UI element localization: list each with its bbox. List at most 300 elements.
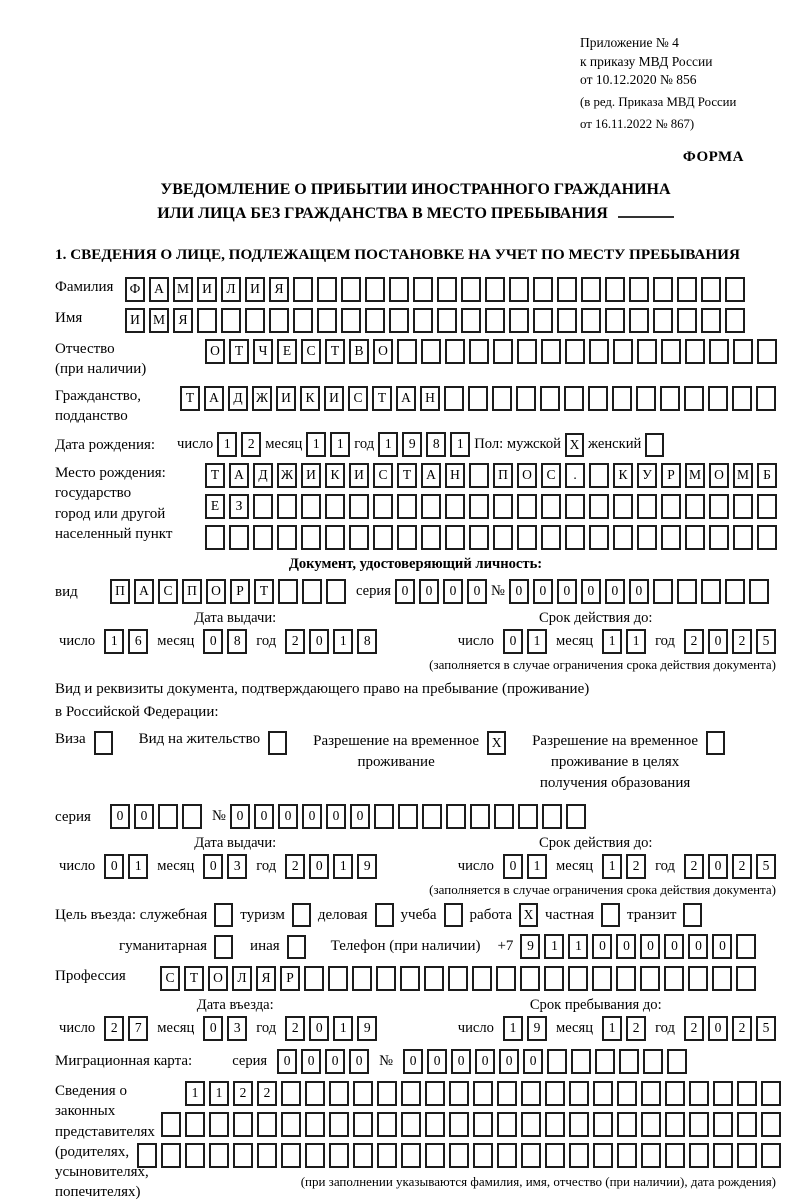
char-cell[interactable]: 0: [403, 1049, 423, 1074]
char-cell[interactable]: [494, 804, 514, 829]
char-cell[interactable]: [653, 277, 673, 302]
char-cell[interactable]: [493, 339, 513, 364]
char-cell[interactable]: [353, 1112, 373, 1137]
char-cell[interactable]: 0: [503, 629, 523, 654]
char-cell[interactable]: Т: [229, 339, 249, 364]
char-cell[interactable]: [616, 966, 636, 991]
char-cell[interactable]: [469, 463, 489, 488]
char-cell[interactable]: [341, 277, 361, 302]
char-cell[interactable]: [209, 1143, 229, 1168]
char-cell[interactable]: 8: [227, 629, 247, 654]
char-cell[interactable]: О: [517, 463, 537, 488]
char-cell[interactable]: [725, 277, 745, 302]
char-cell[interactable]: 1: [128, 854, 148, 879]
char-cell[interactable]: [293, 277, 313, 302]
char-cell[interactable]: [349, 525, 369, 550]
char-cell[interactable]: [397, 525, 417, 550]
char-cell[interactable]: [589, 525, 609, 550]
char-cell[interactable]: [605, 308, 625, 333]
char-cell[interactable]: 0: [309, 854, 329, 879]
char-cell[interactable]: Т: [205, 463, 225, 488]
char-cell[interactable]: Я: [256, 966, 276, 991]
checkbox-business[interactable]: [375, 903, 394, 927]
char-cell[interactable]: А: [421, 463, 441, 488]
char-cell[interactable]: [449, 1081, 469, 1106]
char-cell[interactable]: [301, 494, 321, 519]
char-cell[interactable]: 9: [527, 1016, 547, 1041]
char-cell[interactable]: [469, 494, 489, 519]
char-cell[interactable]: 0: [443, 579, 463, 604]
char-cell[interactable]: [617, 1112, 637, 1137]
char-cell[interactable]: [685, 494, 705, 519]
char-cell[interactable]: С: [373, 463, 393, 488]
char-cell[interactable]: [545, 1143, 565, 1168]
char-cell[interactable]: 1: [544, 934, 564, 959]
char-cell[interactable]: П: [110, 579, 130, 604]
char-cell[interactable]: [709, 339, 729, 364]
char-cell[interactable]: 0: [203, 629, 223, 654]
char-cell[interactable]: [533, 308, 553, 333]
char-cell[interactable]: К: [325, 463, 345, 488]
char-cell[interactable]: [349, 494, 369, 519]
char-cell[interactable]: И: [349, 463, 369, 488]
char-cell[interactable]: [665, 1143, 685, 1168]
char-cell[interactable]: [708, 386, 728, 411]
char-cell[interactable]: [493, 525, 513, 550]
char-cell[interactable]: [509, 308, 529, 333]
char-cell[interactable]: [437, 277, 457, 302]
char-cell[interactable]: [472, 966, 492, 991]
checkbox-work[interactable]: X: [519, 903, 538, 927]
char-cell[interactable]: 0: [592, 934, 612, 959]
char-cell[interactable]: [373, 494, 393, 519]
char-cell[interactable]: [545, 1081, 565, 1106]
char-cell[interactable]: 1: [568, 934, 588, 959]
char-cell[interactable]: [756, 386, 776, 411]
checkbox-male[interactable]: X: [565, 433, 584, 457]
char-cell[interactable]: [413, 277, 433, 302]
char-cell[interactable]: Я: [173, 308, 193, 333]
char-cell[interactable]: 2: [684, 854, 704, 879]
char-cell[interactable]: [473, 1143, 493, 1168]
char-cell[interactable]: [665, 1112, 685, 1137]
char-cell[interactable]: [400, 966, 420, 991]
char-cell[interactable]: [612, 386, 632, 411]
char-cell[interactable]: 2: [626, 854, 646, 879]
char-cell[interactable]: [588, 386, 608, 411]
char-cell[interactable]: П: [493, 463, 513, 488]
char-cell[interactable]: 0: [302, 804, 322, 829]
char-cell[interactable]: И: [125, 308, 145, 333]
char-cell[interactable]: [712, 966, 732, 991]
char-cell[interactable]: [448, 966, 468, 991]
char-cell[interactable]: З: [229, 494, 249, 519]
char-cell[interactable]: [377, 1143, 397, 1168]
char-cell[interactable]: [269, 308, 289, 333]
char-cell[interactable]: [278, 579, 298, 604]
char-cell[interactable]: 0: [708, 629, 728, 654]
char-cell[interactable]: [413, 308, 433, 333]
char-cell[interactable]: 3: [227, 854, 247, 879]
char-cell[interactable]: [445, 339, 465, 364]
char-cell[interactable]: [569, 1081, 589, 1106]
char-cell[interactable]: Т: [397, 463, 417, 488]
char-cell[interactable]: [613, 494, 633, 519]
char-cell[interactable]: [205, 525, 225, 550]
char-cell[interactable]: [469, 339, 489, 364]
char-cell[interactable]: [521, 1143, 541, 1168]
char-cell[interactable]: 0: [467, 579, 487, 604]
char-cell[interactable]: [377, 1112, 397, 1137]
char-cell[interactable]: [541, 339, 561, 364]
char-cell[interactable]: 9: [357, 1016, 377, 1041]
char-cell[interactable]: [689, 1081, 709, 1106]
char-cell[interactable]: [377, 1081, 397, 1106]
char-cell[interactable]: Б: [757, 463, 777, 488]
char-cell[interactable]: Ж: [277, 463, 297, 488]
char-cell[interactable]: [733, 525, 753, 550]
char-cell[interactable]: Е: [205, 494, 225, 519]
char-cell[interactable]: [521, 1081, 541, 1106]
char-cell[interactable]: Л: [232, 966, 252, 991]
char-cell[interactable]: [589, 339, 609, 364]
char-cell[interactable]: Р: [661, 463, 681, 488]
char-cell[interactable]: [233, 1112, 253, 1137]
char-cell[interactable]: [221, 308, 241, 333]
char-cell[interactable]: [158, 804, 178, 829]
char-cell[interactable]: 0: [451, 1049, 471, 1074]
char-cell[interactable]: [257, 1112, 277, 1137]
char-cell[interactable]: [325, 494, 345, 519]
char-cell[interactable]: [325, 525, 345, 550]
char-cell[interactable]: 2: [732, 1016, 752, 1041]
char-cell[interactable]: 0: [349, 1049, 369, 1074]
char-cell[interactable]: 0: [325, 1049, 345, 1074]
char-cell[interactable]: 0: [523, 1049, 543, 1074]
char-cell[interactable]: А: [134, 579, 154, 604]
char-cell[interactable]: [425, 1143, 445, 1168]
char-cell[interactable]: 0: [110, 804, 130, 829]
char-cell[interactable]: [733, 339, 753, 364]
char-cell[interactable]: [641, 1143, 661, 1168]
char-cell[interactable]: Е: [277, 339, 297, 364]
char-cell[interactable]: 1: [626, 629, 646, 654]
char-cell[interactable]: [557, 308, 577, 333]
char-cell[interactable]: [637, 339, 657, 364]
char-cell[interactable]: О: [709, 463, 729, 488]
char-cell[interactable]: 1: [503, 1016, 523, 1041]
char-cell[interactable]: Я: [269, 277, 289, 302]
char-cell[interactable]: [449, 1143, 469, 1168]
char-cell[interactable]: [617, 1143, 637, 1168]
char-cell[interactable]: [736, 966, 756, 991]
char-cell[interactable]: [660, 386, 680, 411]
char-cell[interactable]: 0: [309, 629, 329, 654]
char-cell[interactable]: С: [158, 579, 178, 604]
char-cell[interactable]: 0: [427, 1049, 447, 1074]
char-cell[interactable]: Ж: [252, 386, 272, 411]
char-cell[interactable]: [677, 308, 697, 333]
char-cell[interactable]: [533, 277, 553, 302]
char-cell[interactable]: [661, 494, 681, 519]
char-cell[interactable]: [565, 525, 585, 550]
char-cell[interactable]: 0: [708, 1016, 728, 1041]
char-cell[interactable]: 0: [309, 1016, 329, 1041]
char-cell[interactable]: [492, 386, 512, 411]
char-cell[interactable]: [373, 525, 393, 550]
char-cell[interactable]: 1: [185, 1081, 205, 1106]
char-cell[interactable]: 0: [104, 854, 124, 879]
char-cell[interactable]: [461, 308, 481, 333]
char-cell[interactable]: 9: [357, 854, 377, 879]
char-cell[interactable]: [328, 966, 348, 991]
char-cell[interactable]: И: [301, 463, 321, 488]
char-cell[interactable]: [713, 1081, 733, 1106]
char-cell[interactable]: [737, 1112, 757, 1137]
char-cell[interactable]: 0: [499, 1049, 519, 1074]
checkbox-official[interactable]: [214, 903, 233, 927]
char-cell[interactable]: К: [613, 463, 633, 488]
char-cell[interactable]: [593, 1112, 613, 1137]
char-cell[interactable]: [733, 494, 753, 519]
char-cell[interactable]: [365, 308, 385, 333]
char-cell[interactable]: [547, 1049, 567, 1074]
char-cell[interactable]: [509, 277, 529, 302]
char-cell[interactable]: [449, 1112, 469, 1137]
char-cell[interactable]: 2: [104, 1016, 124, 1041]
char-cell[interactable]: 0: [203, 1016, 223, 1041]
char-cell[interactable]: 0: [419, 579, 439, 604]
char-cell[interactable]: 0: [278, 804, 298, 829]
char-cell[interactable]: [446, 804, 466, 829]
char-cell[interactable]: [398, 804, 418, 829]
char-cell[interactable]: [569, 1143, 589, 1168]
char-cell[interactable]: [422, 804, 442, 829]
char-cell[interactable]: [653, 308, 673, 333]
char-cell[interactable]: М: [149, 308, 169, 333]
char-cell[interactable]: [305, 1112, 325, 1137]
checkbox-private[interactable]: [601, 903, 620, 927]
char-cell[interactable]: [302, 579, 322, 604]
char-cell[interactable]: С: [541, 463, 561, 488]
char-cell[interactable]: [517, 494, 537, 519]
char-cell[interactable]: [565, 339, 585, 364]
char-cell[interactable]: [613, 525, 633, 550]
char-cell[interactable]: [701, 308, 721, 333]
char-cell[interactable]: 2: [684, 629, 704, 654]
char-cell[interactable]: А: [204, 386, 224, 411]
checkbox-study[interactable]: [444, 903, 463, 927]
char-cell[interactable]: [305, 1081, 325, 1106]
char-cell[interactable]: [629, 277, 649, 302]
char-cell[interactable]: 8: [357, 629, 377, 654]
char-cell[interactable]: Ч: [253, 339, 273, 364]
char-cell[interactable]: [317, 277, 337, 302]
char-cell[interactable]: 2: [732, 629, 752, 654]
char-cell[interactable]: 0: [712, 934, 732, 959]
char-cell[interactable]: 9: [520, 934, 540, 959]
char-cell[interactable]: [253, 494, 273, 519]
char-cell[interactable]: [713, 1112, 733, 1137]
char-cell[interactable]: [540, 386, 560, 411]
char-cell[interactable]: [496, 966, 516, 991]
char-cell[interactable]: [641, 1112, 661, 1137]
char-cell[interactable]: 0: [509, 579, 529, 604]
char-cell[interactable]: [629, 308, 649, 333]
char-cell[interactable]: 0: [230, 804, 250, 829]
char-cell[interactable]: 5: [756, 629, 776, 654]
char-cell[interactable]: [305, 1143, 325, 1168]
char-cell[interactable]: [401, 1112, 421, 1137]
char-cell[interactable]: [761, 1112, 781, 1137]
char-cell[interactable]: [761, 1081, 781, 1106]
char-cell[interactable]: [353, 1143, 373, 1168]
char-cell[interactable]: О: [208, 966, 228, 991]
char-cell[interactable]: [197, 308, 217, 333]
char-cell[interactable]: Ф: [125, 277, 145, 302]
char-cell[interactable]: [595, 1049, 615, 1074]
char-cell[interactable]: Т: [254, 579, 274, 604]
char-cell[interactable]: 1: [333, 629, 353, 654]
char-cell[interactable]: [685, 525, 705, 550]
char-cell[interactable]: [592, 966, 612, 991]
char-cell[interactable]: [581, 277, 601, 302]
char-cell[interactable]: [444, 386, 464, 411]
char-cell[interactable]: [329, 1143, 349, 1168]
char-cell[interactable]: [516, 386, 536, 411]
char-cell[interactable]: Т: [325, 339, 345, 364]
char-cell[interactable]: [317, 308, 337, 333]
char-cell[interactable]: 3: [227, 1016, 247, 1041]
char-cell[interactable]: [329, 1081, 349, 1106]
char-cell[interactable]: 1: [450, 432, 470, 457]
char-cell[interactable]: [665, 1081, 685, 1106]
char-cell[interactable]: [593, 1081, 613, 1106]
char-cell[interactable]: [329, 1112, 349, 1137]
checkbox-transit[interactable]: [683, 903, 702, 927]
char-cell[interactable]: 0: [503, 854, 523, 879]
char-cell[interactable]: [643, 1049, 663, 1074]
char-cell[interactable]: [664, 966, 684, 991]
char-cell[interactable]: [497, 1112, 517, 1137]
char-cell[interactable]: [544, 966, 564, 991]
char-cell[interactable]: [521, 1112, 541, 1137]
char-cell[interactable]: [637, 494, 657, 519]
char-cell[interactable]: [281, 1081, 301, 1106]
char-cell[interactable]: [445, 525, 465, 550]
char-cell[interactable]: [277, 525, 297, 550]
char-cell[interactable]: [701, 579, 721, 604]
char-cell[interactable]: [421, 525, 441, 550]
char-cell[interactable]: О: [205, 339, 225, 364]
char-cell[interactable]: Т: [180, 386, 200, 411]
char-cell[interactable]: [636, 386, 656, 411]
char-cell[interactable]: [564, 386, 584, 411]
char-cell[interactable]: И: [197, 277, 217, 302]
char-cell[interactable]: [185, 1143, 205, 1168]
char-cell[interactable]: П: [182, 579, 202, 604]
char-cell[interactable]: [725, 308, 745, 333]
char-cell[interactable]: [468, 386, 488, 411]
char-cell[interactable]: 0: [134, 804, 154, 829]
char-cell[interactable]: [749, 579, 769, 604]
char-cell[interactable]: 0: [708, 854, 728, 879]
char-cell[interactable]: [617, 1081, 637, 1106]
char-cell[interactable]: [661, 339, 681, 364]
char-cell[interactable]: У: [637, 463, 657, 488]
char-cell[interactable]: А: [229, 463, 249, 488]
char-cell[interactable]: [520, 966, 540, 991]
checkbox-residence-permit[interactable]: [268, 731, 287, 755]
char-cell[interactable]: [619, 1049, 639, 1074]
char-cell[interactable]: [637, 525, 657, 550]
char-cell[interactable]: [757, 494, 777, 519]
char-cell[interactable]: 1: [378, 432, 398, 457]
char-cell[interactable]: [425, 1081, 445, 1106]
char-cell[interactable]: И: [276, 386, 296, 411]
char-cell[interactable]: Т: [184, 966, 204, 991]
char-cell[interactable]: [473, 1112, 493, 1137]
char-cell[interactable]: 5: [756, 1016, 776, 1041]
checkbox-visa[interactable]: [94, 731, 113, 755]
char-cell[interactable]: 0: [640, 934, 660, 959]
char-cell[interactable]: О: [373, 339, 393, 364]
char-cell[interactable]: 0: [326, 804, 346, 829]
char-cell[interactable]: [713, 1143, 733, 1168]
char-cell[interactable]: [401, 1143, 421, 1168]
char-cell[interactable]: [401, 1081, 421, 1106]
char-cell[interactable]: [667, 1049, 687, 1074]
char-cell[interactable]: [185, 1112, 205, 1137]
char-cell[interactable]: [684, 386, 704, 411]
char-cell[interactable]: [541, 494, 561, 519]
char-cell[interactable]: [374, 804, 394, 829]
char-cell[interactable]: [568, 966, 588, 991]
char-cell[interactable]: [737, 1081, 757, 1106]
char-cell[interactable]: [437, 308, 457, 333]
char-cell[interactable]: [613, 339, 633, 364]
char-cell[interactable]: [732, 386, 752, 411]
char-cell[interactable]: [326, 579, 346, 604]
char-cell[interactable]: Р: [280, 966, 300, 991]
checkbox-humanitarian[interactable]: [214, 935, 233, 959]
char-cell[interactable]: [281, 1143, 301, 1168]
char-cell[interactable]: [485, 277, 505, 302]
char-cell[interactable]: К: [300, 386, 320, 411]
char-cell[interactable]: 2: [241, 432, 261, 457]
char-cell[interactable]: И: [245, 277, 265, 302]
char-cell[interactable]: [589, 463, 609, 488]
char-cell[interactable]: И: [324, 386, 344, 411]
char-cell[interactable]: [653, 579, 673, 604]
char-cell[interactable]: 0: [277, 1049, 297, 1074]
char-cell[interactable]: 2: [732, 854, 752, 879]
char-cell[interactable]: [517, 525, 537, 550]
char-cell[interactable]: 2: [285, 854, 305, 879]
char-cell[interactable]: [757, 525, 777, 550]
char-cell[interactable]: [389, 277, 409, 302]
char-cell[interactable]: [518, 804, 538, 829]
char-cell[interactable]: 6: [128, 629, 148, 654]
char-cell[interactable]: [757, 339, 777, 364]
char-cell[interactable]: 0: [203, 854, 223, 879]
checkbox-other[interactable]: [287, 935, 306, 959]
char-cell[interactable]: [397, 339, 417, 364]
char-cell[interactable]: [421, 494, 441, 519]
char-cell[interactable]: [493, 494, 513, 519]
char-cell[interactable]: 0: [395, 579, 415, 604]
char-cell[interactable]: 2: [257, 1081, 277, 1106]
